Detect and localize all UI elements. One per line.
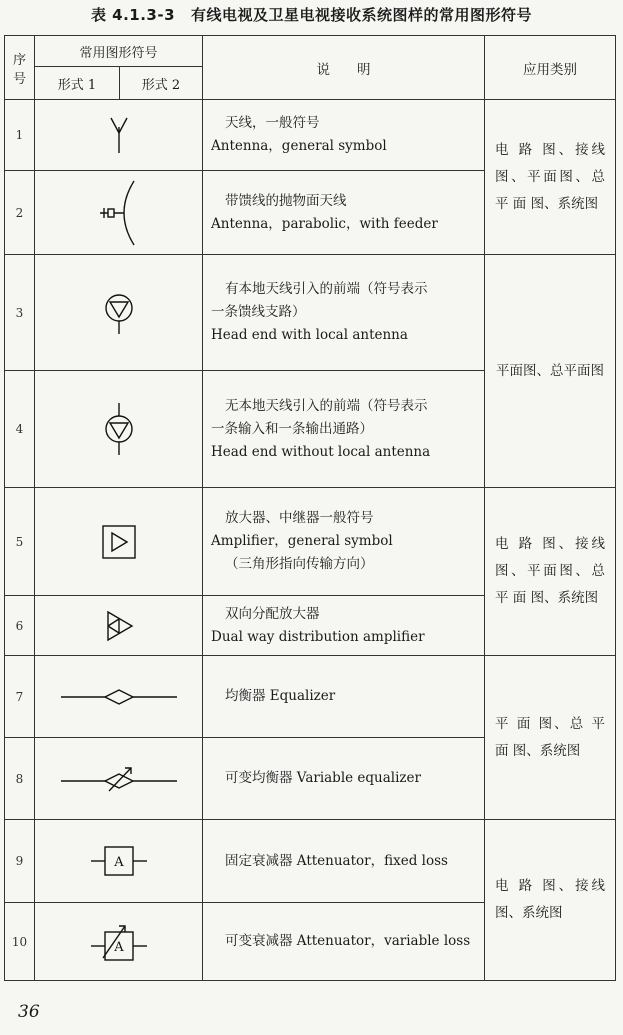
row-description: [203, 903, 485, 981]
attenuator-label: A: [113, 939, 124, 955]
variable-equalizer-icon: [59, 759, 179, 799]
desc-en: Antenna，parabolic，with feeder: [211, 215, 438, 232]
table-row: [5, 820, 616, 903]
row-description: [203, 171, 485, 255]
row-seq: 8: [5, 738, 35, 820]
head-end-without-antenna-icon: [99, 401, 139, 457]
symbol-cell: [35, 100, 203, 171]
desc-en: Head end with local antenna: [211, 327, 408, 343]
attenuator-label: A: [113, 855, 124, 870]
symbol-cell: [35, 903, 203, 981]
antenna-icon: [99, 113, 139, 157]
page-number: 36: [18, 1002, 40, 1022]
header-seq: [5, 36, 35, 100]
row-description: [203, 820, 485, 903]
row-seq: 7: [5, 656, 35, 738]
category-cell-5: 电 路 图、接线图、系统图: [485, 820, 616, 981]
symbol-cell: [35, 820, 203, 903]
header-form2: 形式 2: [120, 67, 203, 100]
desc-note: （三角形指向传输方向）: [225, 556, 374, 572]
row-description: [203, 255, 485, 371]
table-title: [0, 4, 623, 25]
desc-cn: 无本地天线引入的前端（符号表示: [225, 397, 428, 414]
desc-cn-cont: 一条馈线支路）: [211, 304, 306, 320]
header-seq-line1: 序: [12, 52, 26, 68]
desc-cn: 双向分配放大器: [225, 605, 320, 622]
dual-way-amplifier-icon: [99, 606, 139, 646]
equalizer-icon: [59, 682, 179, 712]
row-seq: 1: [5, 100, 35, 171]
symbol-cell: [35, 596, 203, 656]
row-description: [203, 488, 485, 596]
desc-cn-cont: 一条输入和一条输出通路）: [211, 420, 374, 437]
desc-cn: 带馈线的抛物面天线: [225, 192, 347, 209]
row-description: [203, 100, 485, 171]
header-row-1: [5, 36, 616, 67]
header-form1: 形式 1: [35, 67, 120, 100]
symbol-cell: [35, 171, 203, 255]
row-description: [203, 596, 485, 656]
row-seq: 9: [5, 820, 35, 903]
row-seq: 3: [5, 255, 35, 371]
symbol-cell: [35, 371, 203, 488]
desc-cn: 放大器、中继器一般符号: [225, 510, 374, 526]
table-row: [5, 255, 616, 371]
category-cell-4: 平 面 图、总 平 面 图、系统图: [485, 656, 616, 820]
table-row: [5, 656, 616, 738]
desc-en: Antenna，general symbol: [211, 138, 387, 154]
attenuator-fixed-icon: [89, 841, 149, 881]
header-seq-line2: 号: [12, 71, 26, 87]
desc-cn: 有本地天线引入的前端（符号表示: [225, 281, 428, 297]
category-cell-1: 电 路 图、接线图、平面图、总 平 面 图、系统图: [485, 100, 616, 255]
attenuator-variable-icon: [89, 918, 149, 966]
row-description: [203, 371, 485, 488]
category-cell-2: 平面图、总平面图: [485, 255, 616, 488]
header-symbol-group: 常用图形符号: [35, 36, 203, 67]
row-description: [203, 738, 485, 820]
row-seq: 4: [5, 371, 35, 488]
symbol-cell: [35, 656, 203, 738]
symbols-table: [4, 35, 616, 981]
table-number: 表 4.1.3-3: [90, 6, 176, 24]
table-row: [5, 100, 616, 171]
symbol-cell: [35, 738, 203, 820]
desc-en: Head end without local antenna: [211, 443, 431, 460]
desc-cn: 均衡器 Equalizer: [225, 688, 336, 704]
desc-en: Amplifier，general symbol: [211, 533, 393, 549]
header-description: 说 明: [203, 36, 485, 100]
desc-cn: 固定衰减器 Attenuator，fixed loss: [225, 852, 448, 869]
desc-cn: 可变衰减器 Attenuator，variable loss: [225, 933, 471, 949]
desc-en: Dual way distribution amplifier: [211, 628, 425, 645]
desc-cn: 可变均衡器 Variable equalizer: [225, 770, 421, 786]
desc-cn: 天线，一般符号: [225, 115, 320, 131]
table-row: [5, 488, 616, 596]
row-seq: 6: [5, 596, 35, 656]
row-description: [203, 656, 485, 738]
symbol-cell: [35, 255, 203, 371]
symbol-cell: [35, 488, 203, 596]
row-seq: 5: [5, 488, 35, 596]
head-end-local-antenna-icon: [99, 288, 139, 338]
category-cell-3: 电 路 图、接线图、平面图、总 平 面 图、系统图: [485, 488, 616, 656]
row-seq: 2: [5, 171, 35, 255]
amplifier-icon: [99, 522, 139, 562]
header-category: 应用类别: [485, 36, 616, 100]
parabolic-antenna-icon: [94, 177, 144, 249]
row-seq: 10: [5, 903, 35, 981]
table-title-text: 有线电视及卫星电视接收系统图样的常用图形符号: [191, 6, 533, 24]
